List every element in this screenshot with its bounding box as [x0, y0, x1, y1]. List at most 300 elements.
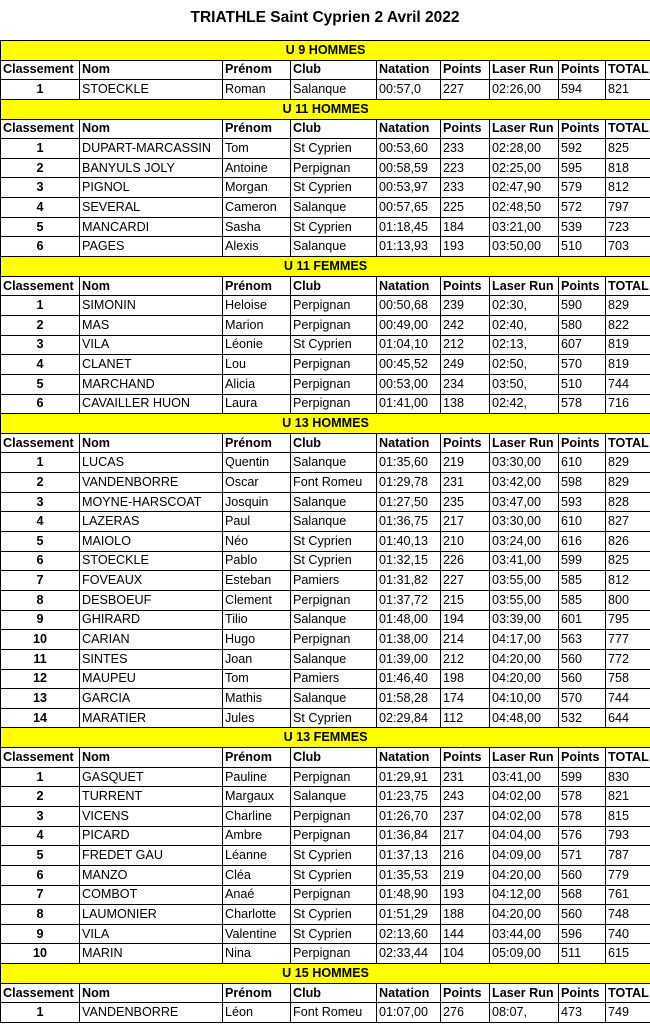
cell-club: Perpignan: [291, 944, 377, 964]
table-row: [1, 80, 650, 100]
column-header-club: Club: [291, 60, 377, 80]
cell-total: 758: [606, 669, 650, 689]
cell-points-laser: 579: [559, 178, 606, 198]
cell-club: Pamiers: [291, 669, 377, 689]
cell-total: 819: [606, 335, 650, 355]
table-row: [1, 139, 650, 159]
cell-classement: 6: [1, 394, 80, 414]
table-row: [1, 551, 650, 571]
cell-nom: PICARD: [80, 826, 223, 846]
cell-nom: VICENS: [80, 806, 223, 826]
cell-points-natation: 231: [441, 767, 490, 787]
cell-laser-run: 02:42,: [490, 394, 559, 414]
cell-laser-run: 02:25,00: [490, 158, 559, 178]
cell-club: St Cyprien: [291, 139, 377, 159]
cell-classement: 12: [1, 669, 80, 689]
cell-points-laser: 560: [559, 905, 606, 925]
cell-total: 828: [606, 492, 650, 512]
cell-laser-run: 03:30,00: [490, 512, 559, 532]
cell-total: 819: [606, 355, 650, 375]
header-row: [1, 983, 650, 1003]
cell-nom: PIGNOL: [80, 178, 223, 198]
cell-classement: 10: [1, 944, 80, 964]
cell-points-natation: 233: [441, 139, 490, 159]
cell-points-laser: 473: [559, 1003, 606, 1023]
cell-club: St Cyprien: [291, 178, 377, 198]
cell-nom: VANDENBORRE: [80, 473, 223, 493]
cell-natation: 02:29,84: [377, 708, 441, 728]
cell-nom: DESBOEUF: [80, 590, 223, 610]
cell-total: 644: [606, 708, 650, 728]
cell-points-natation: 219: [441, 865, 490, 885]
cell-natation: 01:37,13: [377, 846, 441, 866]
cell-classement: 11: [1, 649, 80, 669]
cell-club: St Cyprien: [291, 551, 377, 571]
cell-total: 826: [606, 532, 650, 552]
cell-nom: FOVEAUX: [80, 571, 223, 591]
cell-points-laser: 590: [559, 296, 606, 316]
header-row: [1, 276, 650, 296]
cell-laser-run: 02:26,00: [490, 80, 559, 100]
column-header-total: TOTAL: [606, 433, 650, 453]
cell-total: 749: [606, 1003, 650, 1023]
cell-nom: VANDENBORRE: [80, 1003, 223, 1023]
table-row: [1, 512, 650, 532]
table-row: [1, 532, 650, 552]
cell-total: 829: [606, 453, 650, 473]
cell-prenom: Alexis: [223, 237, 291, 257]
table-row: [1, 198, 650, 218]
cell-laser-run: 04:20,00: [490, 865, 559, 885]
cell-nom: MAUPEU: [80, 669, 223, 689]
cell-laser-run: 04:48,00: [490, 708, 559, 728]
cell-laser-run: 02:30,: [490, 296, 559, 316]
cell-natation: 02:13,60: [377, 924, 441, 944]
cell-points-laser: 610: [559, 512, 606, 532]
cell-total: 787: [606, 846, 650, 866]
category-title: U 13 HOMMES: [1, 414, 650, 434]
cell-total: 703: [606, 237, 650, 257]
cell-prenom: Alicia: [223, 374, 291, 394]
cell-club: Perpignan: [291, 355, 377, 375]
cell-classement: 14: [1, 708, 80, 728]
cell-points-natation: 243: [441, 787, 490, 807]
cell-classement: 3: [1, 178, 80, 198]
cell-classement: 9: [1, 924, 80, 944]
cell-nom: MANZO: [80, 865, 223, 885]
cell-classement: 9: [1, 610, 80, 630]
cell-classement: 1: [1, 767, 80, 787]
cell-natation: 01:35,53: [377, 865, 441, 885]
cell-classement: 4: [1, 512, 80, 532]
cell-nom: PAGES: [80, 237, 223, 257]
cell-points-natation: 217: [441, 826, 490, 846]
cell-natation: 00:57,0: [377, 80, 441, 100]
cell-points-laser: 616: [559, 532, 606, 552]
cell-laser-run: 02:48,50: [490, 198, 559, 218]
cell-points-laser: 592: [559, 139, 606, 159]
cell-club: St Cyprien: [291, 708, 377, 728]
table-row: [1, 885, 650, 905]
cell-prenom: Tom: [223, 669, 291, 689]
column-header-points-laser: Points: [559, 119, 606, 139]
cell-classement: 3: [1, 492, 80, 512]
column-header-points-laser: Points: [559, 433, 606, 453]
table-row: [1, 315, 650, 335]
cell-classement: 2: [1, 473, 80, 493]
category-row: [1, 257, 650, 277]
column-header-prenom: Prénom: [223, 60, 291, 80]
cell-club: Salanque: [291, 198, 377, 218]
column-header-club: Club: [291, 433, 377, 453]
cell-club: Salanque: [291, 610, 377, 630]
header-row: [1, 433, 650, 453]
cell-laser-run: 02:13,: [490, 335, 559, 355]
cell-classement: 6: [1, 865, 80, 885]
cell-points-natation: 212: [441, 335, 490, 355]
cell-nom: MAS: [80, 315, 223, 335]
column-header-laser-run: Laser Run: [490, 983, 559, 1003]
cell-laser-run: 04:04,00: [490, 826, 559, 846]
cell-prenom: Charlotte: [223, 905, 291, 925]
cell-points-laser: 599: [559, 551, 606, 571]
cell-club: Salanque: [291, 787, 377, 807]
column-header-total: TOTAL: [606, 983, 650, 1003]
cell-nom: LAZERAS: [80, 512, 223, 532]
cell-points-laser: 585: [559, 590, 606, 610]
column-header-nom: Nom: [80, 119, 223, 139]
cell-points-laser: 594: [559, 80, 606, 100]
cell-natation: 00:53,97: [377, 178, 441, 198]
cell-prenom: Pablo: [223, 551, 291, 571]
column-header-nom: Nom: [80, 60, 223, 80]
cell-prenom: Mathis: [223, 689, 291, 709]
cell-classement: 6: [1, 551, 80, 571]
cell-points-natation: 227: [441, 80, 490, 100]
cell-club: Perpignan: [291, 374, 377, 394]
cell-prenom: Margaux: [223, 787, 291, 807]
cell-nom: COMBOT: [80, 885, 223, 905]
cell-total: 829: [606, 473, 650, 493]
cell-laser-run: 05:09,00: [490, 944, 559, 964]
cell-prenom: Heloise: [223, 296, 291, 316]
cell-classement: 4: [1, 198, 80, 218]
cell-points-laser: 593: [559, 492, 606, 512]
cell-nom: CLANET: [80, 355, 223, 375]
cell-natation: 01:36,84: [377, 826, 441, 846]
cell-points-laser: 568: [559, 885, 606, 905]
cell-points-laser: 539: [559, 217, 606, 237]
cell-total: 740: [606, 924, 650, 944]
cell-natation: 01:51,29: [377, 905, 441, 925]
column-header-prenom: Prénom: [223, 748, 291, 768]
cell-club: St Cyprien: [291, 924, 377, 944]
cell-total: 830: [606, 767, 650, 787]
table-row: [1, 649, 650, 669]
cell-nom: CARIAN: [80, 630, 223, 650]
cell-nom: CAVAILLER HUON: [80, 394, 223, 414]
cell-club: St Cyprien: [291, 905, 377, 925]
cell-natation: 01:41,00: [377, 394, 441, 414]
cell-club: Font Romeu: [291, 1003, 377, 1023]
column-header-club: Club: [291, 983, 377, 1003]
cell-points-laser: 572: [559, 198, 606, 218]
table-row: [1, 787, 650, 807]
cell-laser-run: 02:47,90: [490, 178, 559, 198]
cell-laser-run: 04:09,00: [490, 846, 559, 866]
cell-club: St Cyprien: [291, 217, 377, 237]
cell-classement: 4: [1, 826, 80, 846]
column-header-nom: Nom: [80, 748, 223, 768]
cell-points-natation: 276: [441, 1003, 490, 1023]
cell-points-laser: 607: [559, 335, 606, 355]
cell-classement: 1: [1, 296, 80, 316]
cell-prenom: Morgan: [223, 178, 291, 198]
column-header-laser-run: Laser Run: [490, 276, 559, 296]
header-row: [1, 60, 650, 80]
cell-natation: 00:50,68: [377, 296, 441, 316]
cell-prenom: Valentine: [223, 924, 291, 944]
cell-club: Salanque: [291, 512, 377, 532]
table-row: [1, 944, 650, 964]
cell-total: 825: [606, 551, 650, 571]
table-row: [1, 453, 650, 473]
table-row: [1, 237, 650, 257]
table-row: [1, 905, 650, 925]
cell-points-natation: 249: [441, 355, 490, 375]
cell-prenom: Pauline: [223, 767, 291, 787]
table-row: [1, 473, 650, 493]
cell-club: Perpignan: [291, 590, 377, 610]
cell-prenom: Quentin: [223, 453, 291, 473]
cell-prenom: Ambre: [223, 826, 291, 846]
table-row: [1, 806, 650, 826]
cell-total: 761: [606, 885, 650, 905]
table-row: [1, 178, 650, 198]
column-header-club: Club: [291, 119, 377, 139]
cell-prenom: Paul: [223, 512, 291, 532]
cell-natation: 01:39,00: [377, 649, 441, 669]
cell-prenom: Tilio: [223, 610, 291, 630]
cell-prenom: Laura: [223, 394, 291, 414]
cell-points-natation: 138: [441, 394, 490, 414]
cell-prenom: Lou: [223, 355, 291, 375]
cell-points-laser: 560: [559, 669, 606, 689]
cell-points-natation: 227: [441, 571, 490, 591]
cell-natation: 01:13,93: [377, 237, 441, 257]
cell-prenom: Roman: [223, 80, 291, 100]
cell-nom: MAIOLO: [80, 532, 223, 552]
cell-points-natation: 223: [441, 158, 490, 178]
cell-laser-run: 04:20,00: [490, 649, 559, 669]
table-row: [1, 708, 650, 728]
cell-points-laser: 596: [559, 924, 606, 944]
category-row: [1, 41, 650, 61]
cell-nom: MARCHAND: [80, 374, 223, 394]
cell-club: Salanque: [291, 492, 377, 512]
cell-points-natation: 193: [441, 885, 490, 905]
cell-total: 829: [606, 296, 650, 316]
results-table: [0, 40, 650, 1023]
column-header-natation: Natation: [377, 748, 441, 768]
cell-total: 744: [606, 689, 650, 709]
cell-points-natation: 235: [441, 492, 490, 512]
column-header-total: TOTAL: [606, 119, 650, 139]
cell-points-natation: 215: [441, 590, 490, 610]
column-header-natation: Natation: [377, 983, 441, 1003]
cell-points-laser: 570: [559, 689, 606, 709]
cell-club: Perpignan: [291, 767, 377, 787]
cell-laser-run: 04:12,00: [490, 885, 559, 905]
cell-laser-run: 03:50,00: [490, 237, 559, 257]
cell-nom: LAUMONIER: [80, 905, 223, 925]
cell-total: 812: [606, 571, 650, 591]
cell-natation: 00:45,52: [377, 355, 441, 375]
column-header-natation: Natation: [377, 433, 441, 453]
cell-total: 615: [606, 944, 650, 964]
table-row: [1, 610, 650, 630]
cell-club: Perpignan: [291, 630, 377, 650]
cell-prenom: Marion: [223, 315, 291, 335]
cell-points-natation: 188: [441, 905, 490, 925]
cell-classement: 1: [1, 453, 80, 473]
cell-club: St Cyprien: [291, 865, 377, 885]
column-header-club: Club: [291, 748, 377, 768]
cell-laser-run: 03:41,00: [490, 551, 559, 571]
cell-prenom: Oscar: [223, 473, 291, 493]
cell-prenom: Josquin: [223, 492, 291, 512]
cell-prenom: Charline: [223, 806, 291, 826]
column-header-total: TOTAL: [606, 748, 650, 768]
cell-classement: 3: [1, 335, 80, 355]
table-row: [1, 630, 650, 650]
cell-nom: VILA: [80, 924, 223, 944]
cell-natation: 00:49,00: [377, 315, 441, 335]
column-header-laser-run: Laser Run: [490, 60, 559, 80]
cell-prenom: Léonie: [223, 335, 291, 355]
cell-nom: MARATIER: [80, 708, 223, 728]
cell-laser-run: 02:28,00: [490, 139, 559, 159]
cell-natation: 01:29,91: [377, 767, 441, 787]
cell-natation: 01:48,00: [377, 610, 441, 630]
cell-prenom: Cameron: [223, 198, 291, 218]
cell-club: Salanque: [291, 689, 377, 709]
table-row: [1, 669, 650, 689]
cell-nom: SINTES: [80, 649, 223, 669]
cell-points-laser: 560: [559, 649, 606, 669]
cell-points-natation: 194: [441, 610, 490, 630]
cell-natation: 00:53,60: [377, 139, 441, 159]
cell-laser-run: 03:50,: [490, 374, 559, 394]
cell-points-natation: 193: [441, 237, 490, 257]
category-row: [1, 99, 650, 119]
cell-prenom: Jules: [223, 708, 291, 728]
cell-total: 815: [606, 806, 650, 826]
cell-points-laser: 532: [559, 708, 606, 728]
cell-points-natation: 234: [441, 374, 490, 394]
table-row: [1, 296, 650, 316]
cell-prenom: Esteban: [223, 571, 291, 591]
column-header-natation: Natation: [377, 119, 441, 139]
cell-natation: 01:32,15: [377, 551, 441, 571]
table-row: [1, 492, 650, 512]
cell-points-natation: 174: [441, 689, 490, 709]
cell-total: 777: [606, 630, 650, 650]
cell-laser-run: 04:10,00: [490, 689, 559, 709]
cell-classement: 5: [1, 532, 80, 552]
cell-nom: VILA: [80, 335, 223, 355]
cell-classement: 8: [1, 590, 80, 610]
table-row: [1, 767, 650, 787]
cell-classement: 2: [1, 315, 80, 335]
category-title: U 11 HOMMES: [1, 99, 650, 119]
cell-natation: 01:40,13: [377, 532, 441, 552]
column-header-points-natation: Points: [441, 60, 490, 80]
cell-points-laser: 578: [559, 787, 606, 807]
cell-club: St Cyprien: [291, 846, 377, 866]
cell-laser-run: 03:39,00: [490, 610, 559, 630]
category-title: U 13 FEMMES: [1, 728, 650, 748]
cell-points-natation: 216: [441, 846, 490, 866]
cell-natation: 01:04,10: [377, 335, 441, 355]
cell-total: 795: [606, 610, 650, 630]
cell-total: 800: [606, 590, 650, 610]
cell-total: 827: [606, 512, 650, 532]
header-row: [1, 748, 650, 768]
cell-points-laser: 585: [559, 571, 606, 591]
cell-laser-run: 03:47,00: [490, 492, 559, 512]
column-header-classement: Classement: [1, 433, 80, 453]
column-header-prenom: Prénom: [223, 276, 291, 296]
cell-points-laser: 598: [559, 473, 606, 493]
cell-nom: FREDET GAU: [80, 846, 223, 866]
cell-classement: 13: [1, 689, 80, 709]
cell-natation: 01:29,78: [377, 473, 441, 493]
cell-classement: 1: [1, 1003, 80, 1023]
cell-club: Perpignan: [291, 394, 377, 414]
column-header-club: Club: [291, 276, 377, 296]
cell-points-natation: 239: [441, 296, 490, 316]
cell-club: Salanque: [291, 649, 377, 669]
column-header-points-natation: Points: [441, 276, 490, 296]
cell-club: Perpignan: [291, 826, 377, 846]
table-row: [1, 826, 650, 846]
table-row: [1, 571, 650, 591]
cell-laser-run: 03:55,00: [490, 571, 559, 591]
cell-total: 822: [606, 315, 650, 335]
cell-club: Perpignan: [291, 315, 377, 335]
cell-total: 812: [606, 178, 650, 198]
column-header-natation: Natation: [377, 276, 441, 296]
cell-classement: 7: [1, 571, 80, 591]
cell-nom: MOYNE-HARSCOAT: [80, 492, 223, 512]
cell-points-laser: 601: [559, 610, 606, 630]
cell-laser-run: 03:24,00: [490, 532, 559, 552]
column-header-nom: Nom: [80, 276, 223, 296]
cell-points-natation: 144: [441, 924, 490, 944]
column-header-prenom: Prénom: [223, 433, 291, 453]
cell-nom: MARIN: [80, 944, 223, 964]
cell-points-laser: 580: [559, 315, 606, 335]
cell-natation: 01:35,60: [377, 453, 441, 473]
column-header-prenom: Prénom: [223, 119, 291, 139]
table-row: [1, 158, 650, 178]
table-row: [1, 689, 650, 709]
cell-total: 772: [606, 649, 650, 669]
cell-natation: 02:33,44: [377, 944, 441, 964]
cell-nom: GASQUET: [80, 767, 223, 787]
cell-classement: 1: [1, 139, 80, 159]
